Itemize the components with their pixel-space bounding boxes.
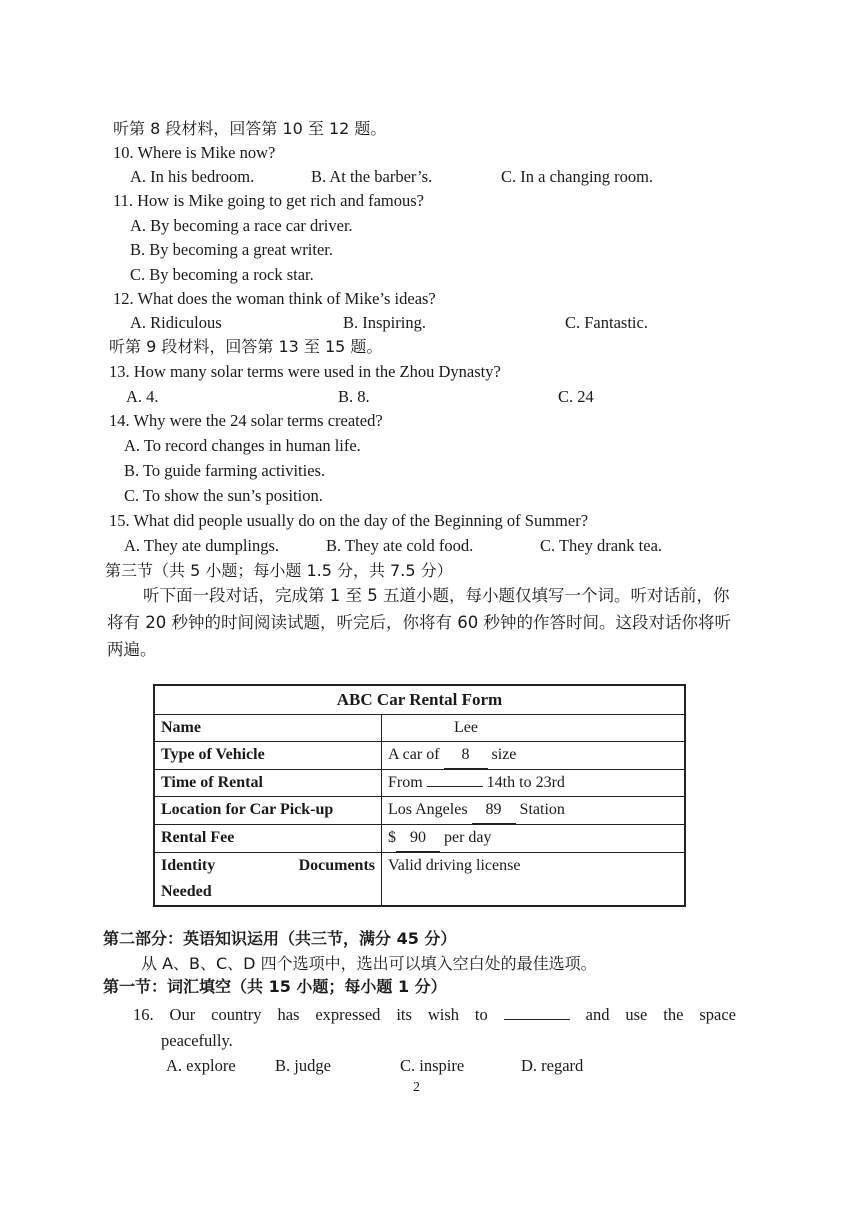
form-time-suffix: 14th to 23rd (486, 774, 565, 791)
form-identity-line (161, 853, 375, 879)
form-name-text: Lee (454, 719, 478, 736)
section-9-header: 听第 9 段材料，回答第 13 至 15 题。 (109, 337, 383, 356)
form-fee-prefix: $ (388, 829, 396, 846)
q14-stem: 14. Why were the 24 solar terms created? (109, 411, 383, 430)
q16-option-b: B. judge (275, 1056, 331, 1075)
form-label-time: Time of Rental (154, 770, 382, 797)
q10-stem: 10. Where is Mike now? (113, 143, 276, 162)
form-location-prefix: Los Angeles (388, 801, 468, 818)
form-label-fee: Rental Fee (154, 825, 382, 853)
section-8-header: 听第 8 段材料，回答第 10 至 12 题。 (113, 119, 387, 138)
q16-option-c: C. inspire (400, 1056, 465, 1075)
form-time-prefix: From (388, 774, 423, 791)
form-fee-suffix: per day (444, 829, 492, 846)
form-value-vehicle (382, 742, 686, 770)
q16-option-d: D. regard (521, 1056, 584, 1075)
q11-option-b: B. By becoming a great writer. (130, 240, 333, 259)
form-identity-word: Identity (161, 857, 216, 874)
q14-option-b: B. To guide farming activities. (124, 461, 326, 480)
q16-stem-end: and use the space (585, 1005, 737, 1024)
form-title: ABC Car Rental Form (154, 685, 685, 715)
q11-option-a: A. By becoming a race car driver. (130, 216, 353, 235)
form-value-name (382, 715, 686, 742)
form-label-location: Location for Car Pick-up (154, 797, 382, 825)
part-3-instructions-text: 听下面一段对话，完成第 1 至 5 五道小题，每小题仅填写一个词。听对话前，你将有 20 秒钟的时间阅读试题，听完后，你将有 60 秒钟的作答时间。这段对话你将听两遍。 (107, 586, 731, 659)
car-rental-form (153, 684, 686, 907)
q11-option-c: C. By becoming a rock star. (130, 265, 314, 284)
q13-stem: 13. How many solar terms were used in the Zhou Dynasty? (109, 362, 501, 381)
q15-option-a: A. They ate dumplings. (124, 536, 280, 555)
form-value-identity: Valid driving license (382, 853, 686, 907)
form-vehicle-prefix: A car of (388, 746, 440, 763)
form-value-time (382, 770, 686, 797)
form-vehicle-suffix: size (491, 746, 517, 763)
q13-option-b: B. 8. (338, 387, 370, 406)
page-number: 2 (413, 1080, 420, 1095)
q12-option-c: C. Fantastic. (565, 313, 648, 332)
q10-option-b: B. At the barber’s. (311, 167, 433, 186)
part-2-title: 第二部分：英语知识运用（共三节，满分 45 分） (103, 929, 457, 948)
q15-stem: 15. What did people usually do on the day of the Beginning of Summer? (109, 511, 589, 530)
part-2-section-1-title: 第一节：词汇填空（共 15 小题；每小题 1 分） (103, 977, 447, 996)
q15-option-c: C. They drank tea. (540, 536, 663, 555)
answer-blank-8[interactable]: 8 (444, 742, 488, 769)
form-documents-word: Documents (298, 857, 375, 874)
q16-blank[interactable] (504, 1005, 570, 1020)
q16-option-a: A. explore (166, 1056, 236, 1075)
q13-option-c: C. 24 (558, 387, 594, 406)
q16-stem-continued: peacefully. (161, 1031, 233, 1050)
form-value-location (382, 797, 686, 825)
q15-option-b: B. They ate cold food. (326, 536, 474, 555)
q16-stem-start: 16. Our country has expressed its wish to (133, 1005, 488, 1024)
form-label-vehicle: Type of Vehicle (154, 742, 382, 770)
q10-option-a: A. In his bedroom. (130, 167, 255, 186)
form-location-suffix: Station (519, 801, 565, 818)
q13-option-a: A. 4. (126, 387, 159, 406)
form-label-name: Name (154, 715, 382, 742)
part-3-title: 第三节（共 5 小题；每小题 1.5 分，共 7.5 分） (105, 561, 453, 580)
answer-blank-90[interactable]: 90 (396, 825, 440, 852)
part-3-instructions (107, 582, 735, 663)
q14-option-c: C. To show the sun’s position. (124, 486, 323, 505)
q16-stem (133, 1002, 736, 1028)
form-value-fee (382, 825, 686, 853)
answer-blank-89[interactable]: 89 (472, 797, 516, 824)
q11-stem: 11. How is Mike going to get rich and famous? (113, 191, 425, 210)
form-label-identity (154, 853, 382, 907)
q12-stem: 12. What does the woman think of Mike’s ideas? (113, 289, 436, 308)
q10-option-c: C. In a changing room. (501, 167, 654, 186)
part-2-instructions: 从 A、B、C、D 四个选项中，选出可以填入空白处的最佳选项。 (141, 954, 597, 973)
q12-option-a: A. Ridiculous (130, 313, 222, 332)
form-needed-word: Needed (161, 883, 212, 900)
q14-option-a: A. To record changes in human life. (124, 436, 361, 455)
q12-option-b: B. Inspiring. (343, 313, 426, 332)
answer-blank-time[interactable] (427, 786, 483, 787)
